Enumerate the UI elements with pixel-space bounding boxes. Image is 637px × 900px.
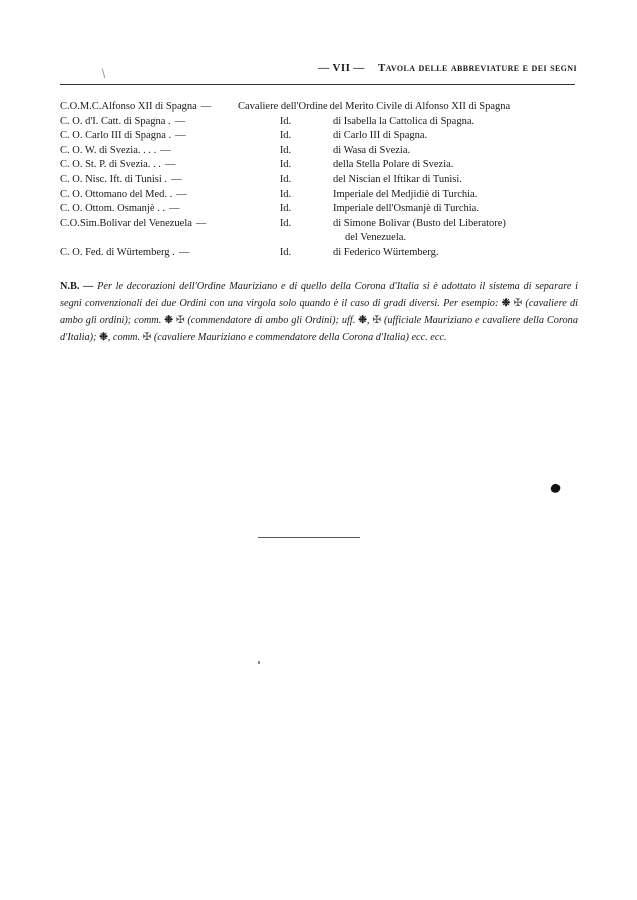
note-text-2: (cavaliere di ambo gli ordini); comm. [60, 298, 579, 326]
order-description [333, 188, 578, 203]
note-text-3: (commendatore di ambo gli Ordini); uff. [187, 315, 356, 326]
note-text-1: Per le decorazioni dell'Ordine Mauriziano e di quello della Corona d'Italia si è adottato il sistema di separare i segni convenzionali dei due Ordini con una virgola solo quando è il caso di gradi diversi. Per esempio: [60, 281, 578, 309]
abbreviation-term [60, 129, 238, 144]
abbreviation-text: C. O. Ottomano del Med. . [60, 188, 173, 200]
ditto-mark: Id. [279, 144, 292, 156]
running-header [60, 62, 577, 82]
abbreviation-row [60, 202, 578, 217]
entry-dash: — [171, 173, 182, 185]
ditto-mark: Id. [279, 188, 292, 200]
abbreviation-text: C. O. Ottom. Osmanjè . . [60, 203, 165, 215]
order-description [333, 202, 578, 217]
description-text: di Federico Würtemberg. [333, 246, 439, 258]
order-description [333, 129, 578, 144]
abbreviation-text: C.O.Sim.Bolivar del Venezuela [60, 217, 192, 229]
header-rule [60, 84, 575, 85]
description-text: di Carlo III di Spagna. [333, 130, 428, 142]
description-text: di Simone Bolivar (Busto del Liberatore) [333, 217, 506, 229]
section-divider [258, 537, 360, 538]
abbreviation-row [60, 246, 578, 261]
abbreviation-term [60, 158, 238, 173]
note-lead: N.B. — [60, 281, 94, 292]
abbreviation-text: C. O. Nisc. Ift. di Tunisi . [60, 173, 168, 185]
note-text-6: (cavaliere Mauriziano e commendatore della Corona d'Italia) ecc. ecc. [153, 332, 447, 343]
description-text: di Isabella la Cattolica di Spagna. [333, 115, 475, 127]
description-text: Imperiale del Medjidiè di Turchia. [333, 188, 478, 200]
description-text: della Stella Polare di Svezia. [333, 159, 454, 171]
entry-dash: — [160, 144, 171, 156]
order-description [333, 144, 578, 159]
abbreviation-row [60, 188, 578, 203]
mauriziano-cross-icon: ❉ [164, 315, 173, 326]
description-text: del Niscian el Iftikar di Tunisi. [333, 173, 462, 185]
mauriziano-cross-icon: ❉ [501, 298, 511, 309]
note-text-4: (ufficiale Mauriziano e cavaliere della Corona d'Italia); [60, 315, 578, 343]
abbreviation-term [60, 100, 238, 115]
header-title: Tavola delle abbreviature e dei segni [377, 62, 577, 74]
order-description [333, 115, 578, 130]
abbreviation-term [60, 144, 238, 159]
corona-cross-icon: ✠ [513, 298, 523, 309]
abbreviation-text: C. O. W. di Svezia. . . . [60, 144, 157, 156]
entry-dash: — [174, 115, 186, 127]
mauriziano-cross-icon: ❉ [99, 332, 108, 343]
note-text-5: , comm. [107, 332, 141, 343]
description-text: Imperiale dell'Osmanjè di Turchia. [333, 203, 479, 215]
description-text: di Wasa di Svezia. [333, 144, 411, 156]
abbreviation-term [60, 217, 238, 232]
abbreviation-row [60, 173, 578, 188]
abbreviation-term [60, 115, 238, 130]
abbreviation-text: C. O. St. P. di Svezia. . . [60, 159, 161, 171]
order-description [333, 158, 578, 173]
abbreviation-row [60, 100, 578, 115]
note-comma: , [366, 315, 370, 326]
abbreviation-term [60, 188, 238, 203]
abbreviation-row [60, 129, 578, 144]
abbreviation-text: C. O. Fed. di Würtemberg . [60, 246, 175, 258]
ditto-mark: Cavaliere dell'Ordine [238, 101, 328, 112]
ditto-mark: Id. [279, 115, 292, 127]
corona-cross-icon: ✠ [175, 315, 185, 326]
corona-cross-icon: ✠ [372, 315, 382, 326]
entry-dash: — [178, 246, 190, 258]
ditto-mark: Id. [279, 130, 292, 142]
ditto-mark: Id. [279, 159, 292, 171]
ditto-mark: Id. [279, 217, 292, 229]
abbreviation-row [60, 115, 578, 130]
entry-dash: — [176, 188, 187, 200]
order-description [333, 246, 578, 261]
abbreviation-text: C. O. d'I. Catt. di Spagna . [60, 115, 171, 127]
entry-dash: — [200, 101, 212, 112]
page-number: — VII — [318, 62, 365, 74]
order-description [330, 100, 578, 115]
abbreviation-row [60, 217, 578, 246]
entry-dash: — [164, 159, 176, 171]
description-continuation: del Venezuela. [345, 232, 407, 244]
note-paragraph [60, 278, 578, 346]
abbreviation-text: C. O. Carlo III di Spagna . [60, 130, 172, 142]
ink-blot [550, 483, 562, 495]
abbreviation-term [60, 202, 238, 217]
abbreviation-term [60, 246, 238, 261]
order-description [333, 173, 578, 188]
abbreviation-table [60, 100, 578, 261]
ditto-mark: Id. [279, 203, 292, 215]
ditto-mark: Id. [279, 246, 292, 258]
entry-dash: — [195, 217, 207, 229]
entry-dash: — [175, 130, 186, 142]
ditto-mark: Id. [279, 173, 292, 185]
abbreviation-row [60, 158, 578, 173]
entry-dash: — [169, 203, 180, 215]
abbreviation-row [60, 144, 578, 159]
description-text: del Merito Civile di Alfonso XII di Spagna [329, 101, 511, 112]
corona-cross-icon: ✠ [142, 332, 152, 343]
mauriziano-cross-icon: ❉ [358, 315, 367, 326]
paper-speck [258, 661, 260, 664]
abbreviation-text: C.O.M.C.Alfonso XII di Spagna [60, 101, 197, 112]
order-description [333, 217, 578, 246]
abbreviation-term [60, 173, 238, 188]
